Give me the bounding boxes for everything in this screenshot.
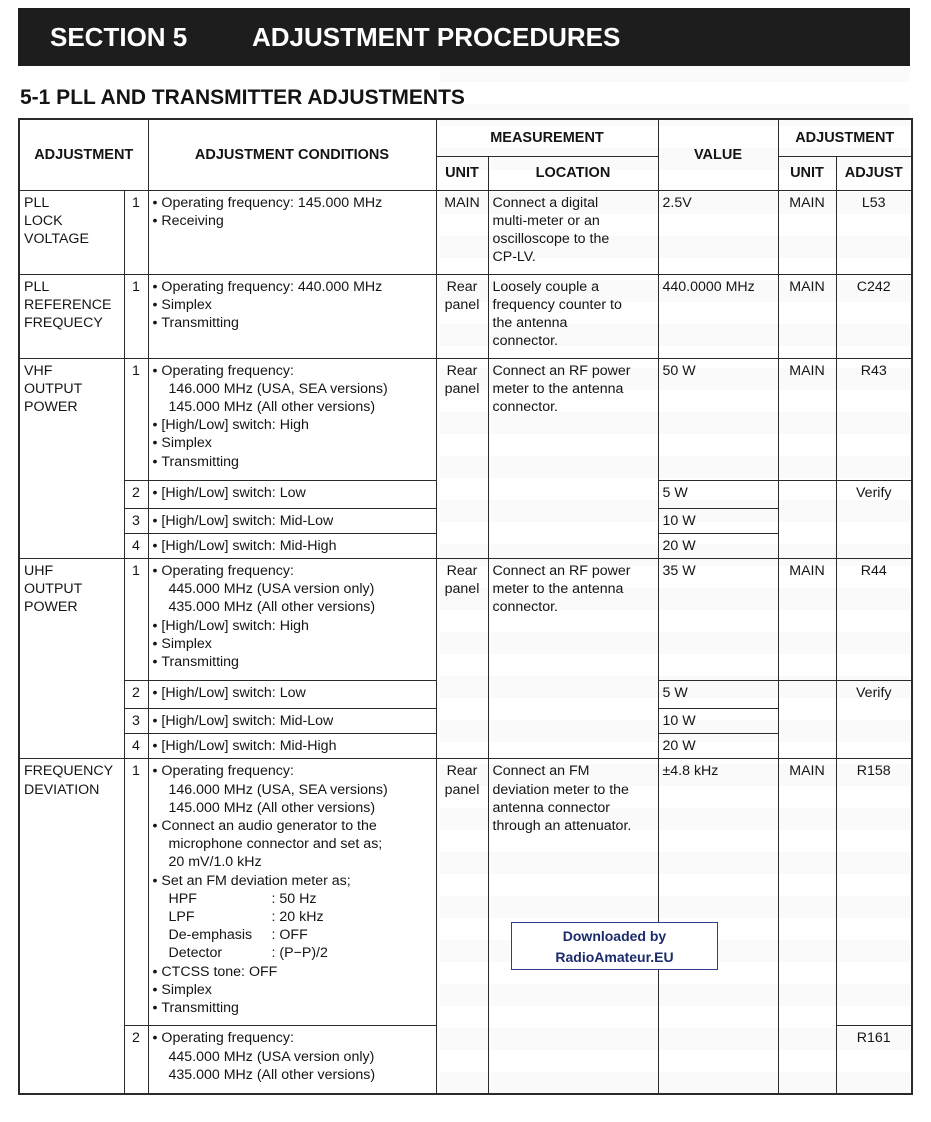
name-line: OUTPUT — [24, 380, 83, 397]
meter-setting-value: : 20 kHz — [271, 908, 324, 925]
page-title: 5-1 PLL AND TRANSMITTER ADJUSTMENTS — [20, 86, 465, 109]
condition-item: • Transmitting — [153, 314, 432, 332]
meter-setting-key: HPF — [168, 890, 197, 907]
condition-item: • Transmitting — [153, 999, 432, 1017]
adjust-part: R44 — [836, 558, 912, 680]
location-line: deviation meter to the — [492, 781, 629, 798]
meter-setting — [153, 944, 432, 962]
measurement-location — [488, 190, 658, 274]
name-line: VOLTAGE — [24, 230, 89, 247]
conditions — [148, 734, 436, 759]
unit-line: Rear — [446, 763, 478, 780]
table-row — [19, 274, 912, 358]
condition-item: • [High/Low] switch: Low — [153, 684, 432, 702]
adjustment-name — [19, 759, 124, 1094]
meter-setting-value: : OFF — [271, 927, 308, 944]
header-row-1 — [19, 119, 912, 156]
col-adjustment: ADJUSTMENT — [19, 119, 148, 190]
condition-item: • CTCSS tone: OFF — [153, 963, 432, 981]
adjust-unit: MAIN — [778, 274, 836, 358]
download-watermark — [511, 922, 718, 970]
col-measurement: MEASUREMENT — [436, 119, 658, 156]
location-line: meter to the antenna — [492, 581, 624, 598]
col-conditions: ADJUSTMENT CONDITIONS — [148, 119, 436, 190]
value: 20 W — [658, 734, 778, 759]
condition-item: • Operating frequency: — [153, 562, 432, 580]
measurement-unit — [436, 759, 488, 1094]
condition-frequency: 435.000 MHz (All other versions) — [168, 599, 376, 616]
value: 5 W — [658, 680, 778, 708]
measurement-unit — [436, 274, 488, 358]
unit-line: panel — [444, 781, 480, 798]
conditions — [148, 533, 436, 558]
meter-setting — [153, 926, 432, 944]
col-value: VALUE — [658, 119, 778, 190]
step-number: 2 — [124, 680, 148, 708]
location-line: CP-LV. — [492, 249, 536, 266]
adjust-part: R43 — [836, 358, 912, 480]
location-line: Connect an RF power — [492, 362, 631, 379]
condition-continuation: microphone connector and set as; — [168, 836, 383, 853]
step-number: 1 — [124, 274, 148, 358]
value: 35 W — [658, 558, 778, 680]
step-number: 4 — [124, 734, 148, 759]
table-row — [19, 358, 912, 480]
table-row — [19, 558, 912, 680]
condition-item: • Transmitting — [153, 453, 432, 471]
measurement-unit — [436, 558, 488, 758]
condition-frequency: 146.000 MHz (USA, SEA versions) — [168, 781, 388, 798]
condition-item: • [High/Low] switch: Low — [153, 484, 432, 502]
name-line: POWER — [24, 398, 78, 415]
condition-frequency: 435.000 MHz (All other versions) — [168, 1066, 376, 1083]
col-meas-unit: UNIT — [436, 156, 488, 190]
condition-item: • Simplex — [153, 981, 432, 999]
condition-item: • Operating frequency: 440.000 MHz — [153, 278, 432, 296]
condition-item: • Operating frequency: — [153, 762, 432, 780]
name-line: OUTPUT — [24, 581, 83, 598]
measurement-unit — [436, 358, 488, 558]
condition-item: • [High/Low] switch: Mid-Low — [153, 512, 432, 530]
meter-setting — [153, 908, 432, 926]
adjust-unit: MAIN — [778, 558, 836, 680]
section-number: SECTION 5 — [50, 21, 188, 52]
value: ±4.8 kHz — [658, 759, 778, 1094]
condition-frequency: 445.000 MHz (USA version only) — [168, 581, 375, 598]
watermark-line: RadioAmateur.EU — [555, 949, 674, 965]
col-meas-location: LOCATION — [488, 156, 658, 190]
watermark-line: Downloaded by — [562, 928, 667, 944]
condition-item: • [High/Low] switch: Mid-High — [153, 537, 432, 555]
adjust-part: L53 — [836, 190, 912, 274]
location-line: multi-meter or an — [492, 212, 600, 229]
adjust-unit: MAIN — [778, 358, 836, 480]
table-row — [19, 759, 912, 1026]
condition-item: • Simplex — [153, 635, 432, 653]
name-line: REFERENCE — [24, 296, 112, 313]
condition-frequency: 145.000 MHz (All other versions) — [168, 799, 376, 816]
conditions — [148, 190, 436, 274]
adjustment-name — [19, 358, 124, 558]
conditions — [148, 358, 436, 480]
adjust-unit: MAIN — [778, 190, 836, 274]
condition-item: • Simplex — [153, 434, 432, 452]
unit-line: panel — [444, 296, 480, 313]
name-line: FREQUECY — [24, 314, 103, 331]
step-number: 3 — [124, 708, 148, 733]
condition-item: • [High/Low] switch: Mid-High — [153, 737, 432, 755]
meter-setting — [153, 890, 432, 908]
step-number: 3 — [124, 508, 148, 533]
location-line: connector. — [492, 333, 558, 350]
name-line: VHF — [24, 362, 53, 379]
condition-frequency: 445.000 MHz (USA version only) — [168, 1048, 375, 1065]
adjust-part: Verify — [836, 680, 912, 758]
conditions — [148, 708, 436, 733]
value: 10 W — [658, 508, 778, 533]
location-line: the antenna — [492, 314, 568, 331]
conditions — [148, 558, 436, 680]
step-number: 1 — [124, 190, 148, 274]
value: 440.0000 MHz — [658, 274, 778, 358]
value: 5 W — [658, 480, 778, 508]
unit-line: panel — [444, 380, 480, 397]
adjust-unit — [778, 680, 836, 758]
condition-item: • [High/Low] switch: Mid-Low — [153, 712, 432, 730]
location-line: Connect an FM — [492, 763, 590, 780]
measurement-location — [488, 358, 658, 558]
location-line: connector. — [492, 599, 558, 616]
condition-item: • [High/Low] switch: High — [153, 416, 432, 434]
adjust-part: Verify — [836, 480, 912, 558]
condition-item: • Operating frequency: — [153, 1029, 432, 1047]
name-line: POWER — [24, 599, 78, 616]
name-line: UHF — [24, 562, 54, 579]
condition-item: • Simplex — [153, 296, 432, 314]
meter-setting-value: : 50 Hz — [271, 890, 317, 907]
name-line: DEVIATION — [24, 781, 100, 798]
location-line: antenna connector — [492, 799, 611, 816]
adjust-unit: MAIN — [778, 759, 836, 1094]
value: 20 W — [658, 533, 778, 558]
unit-line: Rear — [446, 278, 478, 295]
conditions — [148, 480, 436, 508]
adjustment-name — [19, 558, 124, 758]
col-adj-unit: UNIT — [778, 156, 836, 190]
adjust-part: R161 — [836, 1026, 912, 1094]
name-line: FREQUENCY — [24, 763, 114, 780]
adjust-unit — [778, 480, 836, 558]
adjustment-table — [18, 118, 913, 1095]
condition-continuation: 20 mV/1.0 kHz — [168, 854, 262, 871]
value: 50 W — [658, 358, 778, 480]
conditions — [148, 508, 436, 533]
name-line: PLL — [24, 278, 50, 295]
name-line: LOCK — [24, 212, 63, 229]
table-row — [19, 190, 912, 274]
meter-setting-key: De-emphasis — [168, 927, 253, 944]
unit-line: Rear — [446, 362, 478, 379]
location-line: Loosely couple a — [492, 278, 599, 295]
measurement-location — [488, 558, 658, 758]
measurement-location — [488, 274, 658, 358]
value: 10 W — [658, 708, 778, 733]
location-line: through an attenuator. — [492, 817, 632, 834]
condition-item: • Transmitting — [153, 653, 432, 671]
step-number: 1 — [124, 759, 148, 1026]
condition-item: • [High/Low] switch: High — [153, 617, 432, 635]
location-line: Connect a digital — [492, 194, 599, 211]
location-line: meter to the antenna — [492, 380, 624, 397]
unit-line: Rear — [446, 562, 478, 579]
condition-frequency: 145.000 MHz (All other versions) — [168, 398, 376, 415]
section-banner — [18, 8, 910, 66]
name-line: PLL — [24, 194, 50, 211]
adjustment-name — [19, 274, 124, 358]
meter-setting-key: LPF — [168, 908, 195, 925]
section-title: ADJUSTMENT PROCEDURES — [252, 21, 621, 52]
conditions — [148, 680, 436, 708]
condition-item: • Connect an audio generator to the — [153, 817, 432, 835]
step-number: 1 — [124, 358, 148, 480]
adjust-part: R158 — [836, 759, 912, 1026]
col-adjustment-group: ADJUSTMENT — [778, 119, 912, 156]
measurement-unit: MAIN — [436, 190, 488, 274]
adjustment-name — [19, 190, 124, 274]
step-number: 2 — [124, 1026, 148, 1094]
col-adj-adjust: ADJUST — [836, 156, 912, 190]
unit-line: panel — [444, 581, 480, 598]
step-number: 2 — [124, 480, 148, 508]
condition-item: • Operating frequency: 145.000 MHz — [153, 194, 432, 212]
conditions — [148, 1026, 436, 1094]
adjust-part: C242 — [836, 274, 912, 358]
value: 2.5V — [658, 190, 778, 274]
conditions — [148, 759, 436, 1026]
meter-setting-key: Detector — [168, 945, 223, 962]
condition-frequency: 146.000 MHz (USA, SEA versions) — [168, 380, 388, 397]
step-number: 1 — [124, 558, 148, 680]
location-line: frequency counter to — [492, 296, 622, 313]
condition-item: • Operating frequency: — [153, 362, 432, 380]
location-line: oscilloscope to the — [492, 230, 610, 247]
location-line: connector. — [492, 398, 558, 415]
condition-item: • Receiving — [153, 212, 432, 230]
meter-setting-value: : (P−P)/2 — [271, 945, 328, 962]
location-line: Connect an RF power — [492, 562, 631, 579]
step-number: 4 — [124, 533, 148, 558]
conditions — [148, 274, 436, 358]
condition-item: • Set an FM deviation meter as; — [153, 872, 432, 890]
